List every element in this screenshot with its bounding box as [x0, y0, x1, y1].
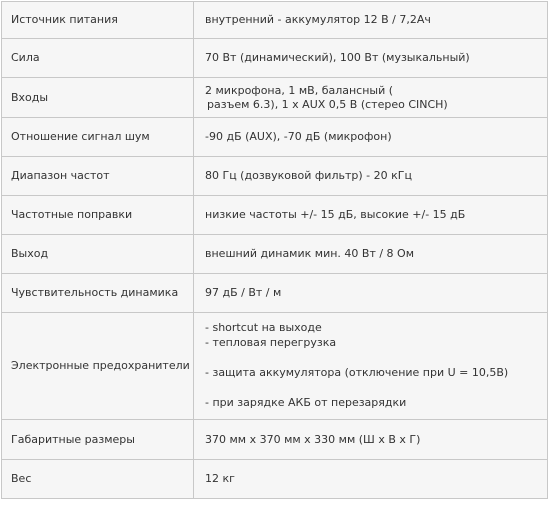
value-line: низкие частоты +/- 15 дБ, высокие +/- 15 дБ [205, 208, 466, 221]
row-value [194, 274, 548, 313]
row-value [194, 78, 548, 118]
row-label: Чувствительность динамика [2, 274, 194, 313]
row-value [194, 313, 548, 420]
row-label: Габаритные размеры [2, 420, 194, 460]
value-line: 370 мм x 370 мм x 330 мм (Ш x В x Г) [205, 432, 421, 446]
value-line: - при зарядке АКБ от перезарядки [205, 396, 407, 409]
value-line [205, 381, 547, 396]
table-row [2, 39, 548, 78]
row-label: Диапазон частот [2, 157, 194, 196]
row-value [194, 39, 548, 78]
table-row [2, 118, 548, 157]
row-label: Выход [2, 235, 194, 274]
row-value [194, 118, 548, 157]
table-row [2, 235, 548, 274]
table-row [2, 274, 548, 313]
value-line: 97 дБ / Вт / м [205, 286, 282, 299]
table-row [2, 78, 548, 118]
row-value [194, 196, 548, 235]
row-label: Сила [2, 39, 194, 78]
value-line: 12 кг [205, 472, 235, 485]
row-value [194, 2, 548, 39]
table-row [2, 420, 548, 460]
table-row [2, 2, 548, 39]
value-line: 2 микрофона, 1 мВ, баланcный ( [205, 83, 394, 97]
value-line [205, 351, 547, 366]
row-value [194, 420, 548, 460]
row-label: Отношение сигнал шум [2, 118, 194, 157]
table-row [2, 196, 548, 235]
value-line: -90 дБ (AUX), -70 дБ (микрофон) [205, 130, 392, 143]
value-line: 80 Гц (дозвуковой фильтр) - 20 кГц [205, 169, 412, 182]
row-label: Частотные поправки [2, 196, 194, 235]
value-line: разъем 6.3), 1 x AUX 0,5 В (стерео CINCH) [207, 97, 448, 111]
table-row [2, 460, 548, 499]
specifications-table [1, 1, 548, 499]
value-line: - shortcut на выходе [205, 321, 322, 334]
row-value [194, 235, 548, 274]
value-line: - тепловая перегрузка [205, 336, 337, 349]
value-line: внешний динамик мин. 40 Вт / 8 Ом [205, 247, 414, 260]
table-row [2, 157, 548, 196]
row-label: Вес [2, 460, 194, 499]
row-value [194, 460, 548, 499]
value-line: - защита аккумулятора (отключение при U = 10,5В) [205, 366, 509, 379]
row-label: Входы [2, 78, 194, 118]
value-line: 70 Вт (динамический), 100 Вт (музыкальный) [205, 51, 470, 64]
value-line: внутренний - аккумулятор 12 В / 7,2Ач [205, 13, 431, 26]
table-row [2, 313, 548, 420]
row-value [194, 157, 548, 196]
row-label: Электронные предохранители [2, 313, 194, 420]
row-label: Источник питания [2, 2, 194, 39]
